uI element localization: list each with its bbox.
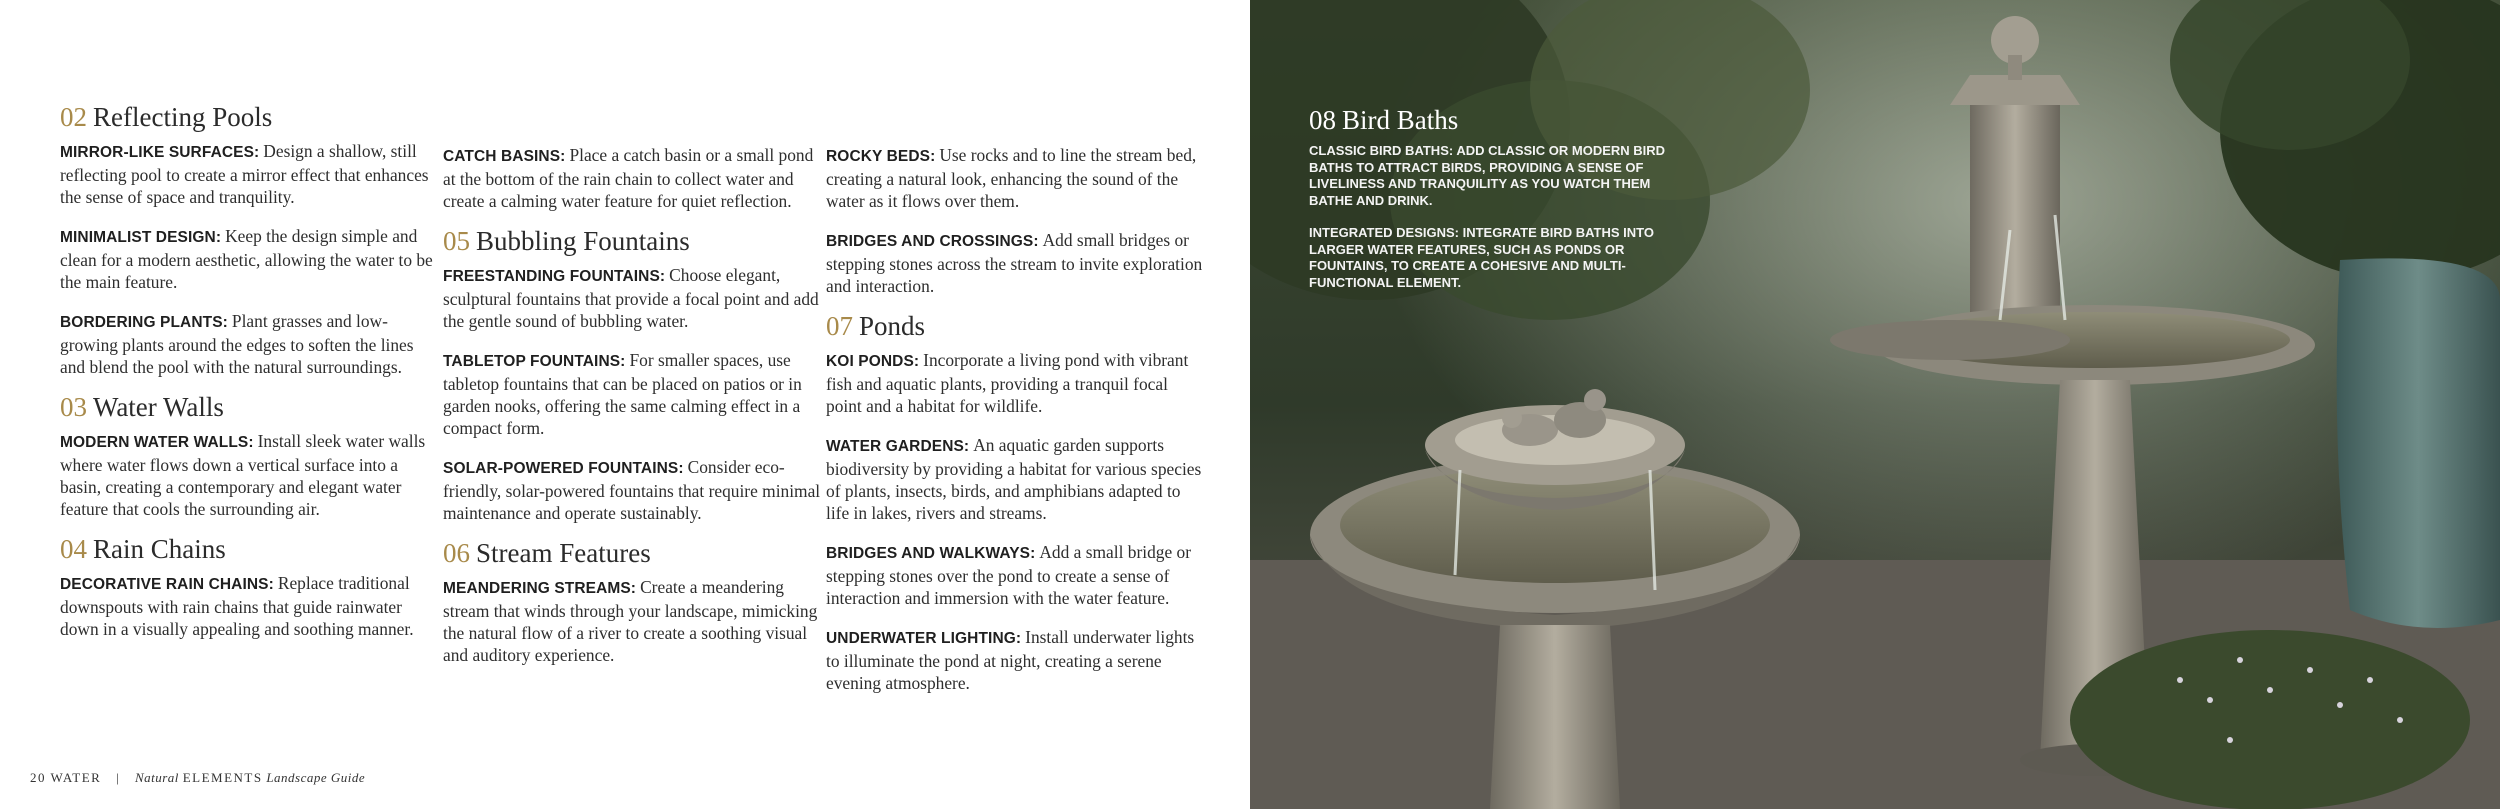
item-modern-water-walls: MODERN WATER WALLS: Install sleek water walls where water flows down a vertical surface into a basin, creating a contemporary and elegant water feature that cools the surrounding air. (60, 431, 426, 519)
column-3 (826, 100, 1206, 711)
item-meandering-streams: MEANDERING STREAMS: Create a meandering stream that winds through your landscape, mimicking the natural flow of a river to create a soothing visual and auditory experience. (443, 577, 818, 665)
para-integrated-designs: INTEGRATED DESIGNS: INTEGRATE BIRD BATHS INTO LARGER WATER FEATURES, SUCH AS PONDS OR FOUNTAINS, TO CREATE A COHESIVE AND MULTI-FUNCTIONAL ELEMENT. (1309, 225, 1654, 290)
column-2 (443, 100, 823, 683)
item-catch-basins: CATCH BASINS: Place a catch basin or a small pond at the bottom of the rain chain to collect water and create a calming water feature for quiet reflection. (443, 145, 814, 211)
item-underwater-lighting: UNDERWATER LIGHTING: Install underwater lights to illuminate the pond at night, creating a serene evening atmosphere. (826, 627, 1195, 693)
item-freestanding-fountains: FREESTANDING FOUNTAINS: Choose elegant, sculptural fountains that provide a focal point and add the gentle sound of bubbling water. (443, 265, 819, 331)
section-heading-ponds: 07 Ponds (826, 311, 926, 341)
footer-brand: Natural ELEMENTS Landscape Guide (134, 770, 366, 785)
item-decorative-rain-chains: DECORATIVE RAIN CHAINS: Replace traditional downspouts with rain chains that guide rainwater down in a visually appealing and soothing manner. (60, 573, 414, 639)
page-footer (30, 770, 365, 786)
bird-baths-overlay (1309, 103, 1689, 307)
item-bridges-and-walkways: BRIDGES AND WALKWAYS: Add a small bridge or stepping stones over the pond to create a sense of interaction and immersion with the water feature. (826, 542, 1192, 608)
item-minimalist-design: MINIMALIST DESIGN: Keep the design simple and clean for a modern aesthetic, allowing the water to be the main feature. (60, 226, 433, 292)
item-mirror-like-surfaces: MIRROR-LIKE SURFACES: Design a shallow, still reflecting pool to create a mirror effect that enhances the sense of space and tranquility. (60, 141, 429, 207)
para-classic-bird-baths: CLASSIC BIRD BATHS: ADD CLASSIC OR MODERN BIRD BATHS TO ATTRACT BIRDS, PROVIDING A SENSE OF LIVELINESS AND TRANQUILITY AS YOU WATCH THEM BATHE AND DRINK. (1309, 143, 1666, 208)
section-heading-bubbling-fountains: 05 Bubbling Fountains (443, 226, 690, 256)
section-heading-reflecting-pools: 02 Reflecting Pools (60, 102, 273, 132)
section-heading-stream-features: 06 Stream Features (443, 538, 651, 568)
item-tabletop-fountains: TABLETOP FOUNTAINS: For smaller spaces, use tabletop fountains that can be placed on patios or in garden nooks, offering the same calming effect in a compact form. (443, 350, 802, 438)
item-rocky-beds: ROCKY BEDS: Use rocks and to line the stream bed, creating a natural look, enhancing the sound of the water as it flows over them. (826, 145, 1197, 211)
section-heading-rain-chains: 04 Rain Chains (60, 534, 226, 564)
item-bordering-plants: BORDERING PLANTS: Plant grasses and low-growing plants around the edges to soften the lines and blend the pool with the natural surroundings. (60, 311, 414, 377)
column-1 (60, 100, 440, 657)
item-bridges-and-crossings: BRIDGES AND CROSSINGS: Add small bridges or stepping stones across the stream to invite exploration and interaction. (826, 230, 1203, 296)
page-number: 20 (30, 770, 46, 785)
footer-separator: | (116, 770, 121, 785)
item-koi-ponds: KOI PONDS: Incorporate a living pond with vibrant fish and aquatic plants, providing a tranquil focal point and a habitat for wildlife. (826, 350, 1189, 416)
item-water-gardens: WATER GARDENS: An aquatic garden supports biodiversity by providing a habitat for various species of plants, insects, birds, and amphibians adapted to life in lakes, rivers and streams. (826, 435, 1202, 523)
section-heading-bird-baths: 08 Bird Baths (1309, 105, 1459, 135)
item-solar-powered-fountains: SOLAR-POWERED FOUNTAINS: Consider eco-friendly, solar-powered fountains that require minimal maintenance and operate sustainably. (443, 457, 821, 523)
section-heading-water-walls: 03 Water Walls (60, 392, 224, 422)
footer-section: WATER (50, 770, 102, 785)
